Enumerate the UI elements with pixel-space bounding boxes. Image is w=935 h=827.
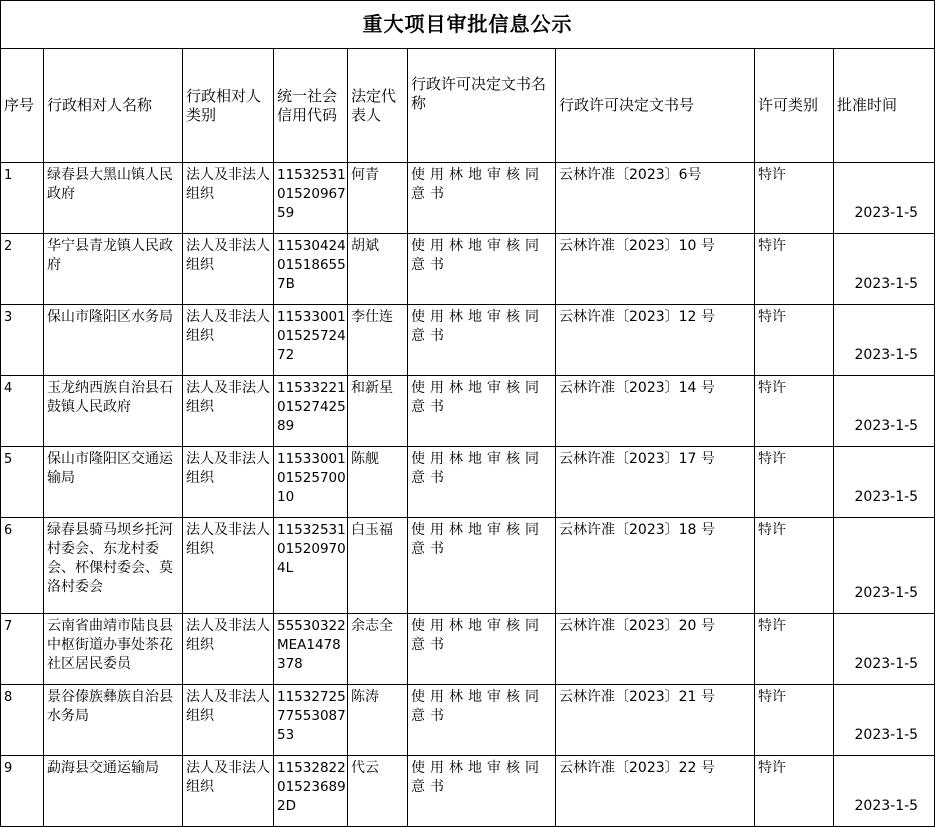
cell-permit-type: 特许 [755,518,834,614]
cell-doc-no: 云林许准〔2023〕20 号 [556,614,755,685]
cell-seq: 8 [1,685,44,756]
cell-category: 法人及非法人组织 [183,163,274,234]
cell-seq: 4 [1,376,44,447]
cell-category: 法人及非法人组织 [183,305,274,376]
cell-seq: 7 [1,614,44,685]
cell-doc-no: 云林许准〔2023〕14 号 [556,376,755,447]
cell-date: 2023-1-5 [834,163,935,234]
header-seq: 序号 [1,49,44,163]
cell-rep: 白玉福 [348,518,408,614]
header-doc-name: 行政许可决定文书名称 [408,49,556,163]
cell-seq: 6 [1,518,44,614]
cell-permit-type: 特许 [755,614,834,685]
table-row [1,614,935,685]
cell-rep: 陈舰 [348,447,408,518]
cell-doc-no: 云林许准〔2023〕12 号 [556,305,755,376]
cell-category: 法人及非法人组织 [183,756,274,827]
cell-seq: 1 [1,163,44,234]
cell-permit-type: 特许 [755,447,834,518]
cell-rep: 余志全 [348,614,408,685]
cell-date: 2023-1-5 [834,685,935,756]
cell-doc-name: 使用林地审核同意书 [408,685,556,756]
cell-name: 绿春县大黑山镇人民政府 [44,163,183,234]
cell-doc-name: 使用林地审核同意书 [408,518,556,614]
table-row [1,376,935,447]
cell-name: 勐海县交通运输局 [44,756,183,827]
cell-permit-type: 特许 [755,163,834,234]
cell-date: 2023-1-5 [834,305,935,376]
cell-doc-no: 云林许准〔2023〕18 号 [556,518,755,614]
cell-rep: 陈涛 [348,685,408,756]
cell-doc-name: 使用林地审核同意书 [408,305,556,376]
cell-date: 2023-1-5 [834,234,935,305]
cell-date: 2023-1-5 [834,376,935,447]
cell-category: 法人及非法人组织 [183,685,274,756]
cell-seq: 3 [1,305,44,376]
cell-permit-type: 特许 [755,756,834,827]
cell-date: 2023-1-5 [834,756,935,827]
cell-doc-no: 云林许准〔2023〕17 号 [556,447,755,518]
cell-rep: 和新星 [348,376,408,447]
cell-code: 115332210152742589 [274,376,348,447]
cell-doc-name: 使用林地审核同意书 [408,234,556,305]
cell-doc-name: 使用林地审核同意书 [408,376,556,447]
cell-category: 法人及非法人组织 [183,447,274,518]
cell-rep: 代云 [348,756,408,827]
header-date: 批准时间 [834,49,935,163]
cell-name: 保山市隆阳区水务局 [44,305,183,376]
cell-code: 115330010152570010 [274,447,348,518]
cell-name: 华宁县青龙镇人民政府 [44,234,183,305]
table-row [1,234,935,305]
cell-code: 11532822015236892D [274,756,348,827]
cell-date: 2023-1-5 [834,447,935,518]
cell-permit-type: 特许 [755,305,834,376]
cell-code: 55530322MEA1478378 [274,614,348,685]
cell-doc-no: 云林许准〔2023〕6号 [556,163,755,234]
table-row [1,305,935,376]
cell-code: 11532531015209704L [274,518,348,614]
cell-category: 法人及非法人组织 [183,614,274,685]
header-rep: 法定代表人 [348,49,408,163]
cell-doc-no: 云林许准〔2023〕21 号 [556,685,755,756]
cell-permit-type: 特许 [755,376,834,447]
cell-rep: 胡斌 [348,234,408,305]
header-code: 统一社会信用代码 [274,49,348,163]
cell-doc-name: 使用林地审核同意书 [408,447,556,518]
cell-name: 保山市隆阳区交通运输局 [44,447,183,518]
cell-seq: 2 [1,234,44,305]
cell-code: 115325310152096759 [274,163,348,234]
cell-date: 2023-1-5 [834,614,935,685]
cell-doc-name: 使用林地审核同意书 [408,614,556,685]
cell-seq: 5 [1,447,44,518]
cell-category: 法人及非法人组织 [183,376,274,447]
cell-category: 法人及非法人组织 [183,234,274,305]
cell-doc-name: 使用林地审核同意书 [408,163,556,234]
cell-name: 玉龙纳西族自治县石鼓镇人民政府 [44,376,183,447]
cell-rep: 李仕连 [348,305,408,376]
table-row [1,685,935,756]
header-doc-no: 行政许可决定文书号 [556,49,755,163]
cell-name: 云南省曲靖市陆良县中枢街道办事处茶花社区居民委员 [44,614,183,685]
table-row [1,447,935,518]
cell-code: 115327257755308753 [274,685,348,756]
table-row [1,163,935,234]
page-title: 重大项目审批信息公示 [1,1,935,49]
cell-doc-no: 云林许准〔2023〕10 号 [556,234,755,305]
cell-code: 11530424015186557B [274,234,348,305]
cell-name: 绿春县骑马坝乡托河村委会、东龙村委会、杯倮村委会、莫洛村委会 [44,518,183,614]
header-name: 行政相对人名称 [44,49,183,163]
cell-doc-name: 使用林地审核同意书 [408,756,556,827]
cell-category: 法人及非法人组织 [183,518,274,614]
header-permit-type: 许可类别 [755,49,834,163]
table-row [1,518,935,614]
cell-seq: 9 [1,756,44,827]
cell-name: 景谷傣族彝族自治县水务局 [44,685,183,756]
cell-doc-no: 云林许准〔2023〕22 号 [556,756,755,827]
table-row [1,756,935,827]
cell-permit-type: 特许 [755,685,834,756]
cell-permit-type: 特许 [755,234,834,305]
cell-code: 115330010152572472 [274,305,348,376]
cell-date: 2023-1-5 [834,518,935,614]
header-category: 行政相对人类别 [183,49,274,163]
cell-rep: 何青 [348,163,408,234]
